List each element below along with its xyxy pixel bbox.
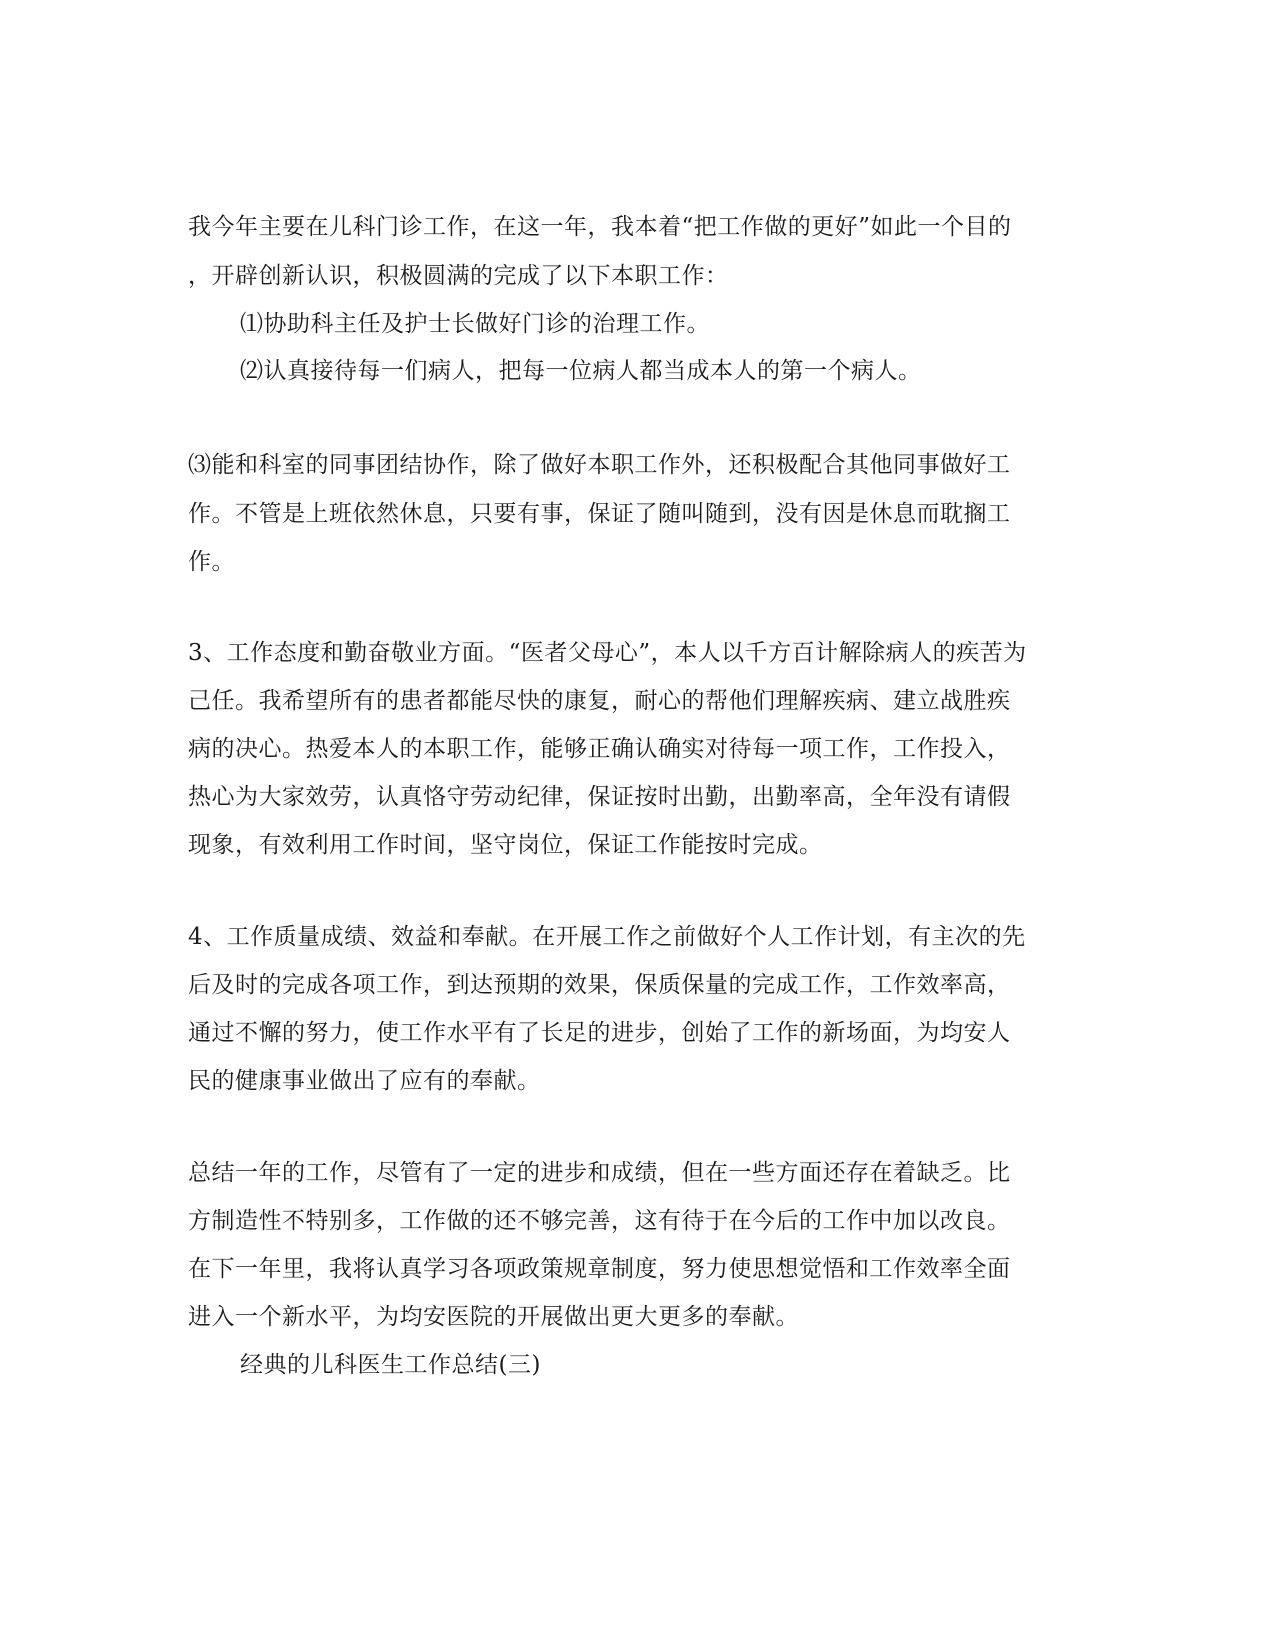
text-line: 作。不管是上班依然休息，只要有事，保证了随叫随到，没有因是休息而耽搁工 [188, 501, 1011, 527]
text-line: 现象，有效利用工作时间，坚守岗位，保证工作能按时完成。 [188, 832, 823, 858]
text-line: 进入一个新水平，为均安医院的开展做出更大更多的奉献。 [188, 1304, 799, 1330]
section-heading: 经典的儿科医生工作总结(三) [240, 1352, 541, 1378]
text-line: ⑶能和科室的同事团结协作，除了做好本职工作外，还积极配合其他同事做好工 [188, 452, 1011, 478]
text-line: 我今年主要在儿科门诊工作，在这一年，我本着“把工作做的更好”如此一个目的 [188, 214, 1012, 240]
text-line: 民的健康事业做出了应有的奉献。 [188, 1068, 541, 1094]
text-line: 4、工作质量成绩、效益和奉献。在开展工作之前做好个人工作计划，有主次的先 [188, 924, 1026, 950]
list-item: ⑵认真接待每一们病人，把每一位病人都当成本人的第一个病人。 [240, 358, 922, 384]
text-line: 热心为大家效劳，认真恪守劳动纪律，保证按时出勤，出勤率高，全年没有请假 [188, 784, 1011, 810]
text-line: 3、工作态度和勤奋敬业方面。“医者父母心”，本人以千方百计解除病人的疾苦为 [188, 640, 1027, 666]
text-line: 方制造性不特别多，工作做的还不够完善，这有待于在今后的工作中加以改良。 [188, 1208, 1011, 1234]
text-line: ，开辟创新认识，积极圆满的完成了以下本职工作： [188, 263, 729, 289]
text-line: 后及时的完成各项工作，到达预期的效果，保质保量的完成工作，工作效率高， [188, 972, 1011, 998]
text-line: 总结一年的工作，尽管有了一定的进步和成绩，但在一些方面还存在着缺乏。比 [188, 1160, 1011, 1186]
text-line: 在下一年里，我将认真学习各项政策规章制度，努力使思想觉悟和工作效率全面 [188, 1256, 1011, 1282]
text-line: 作。 [188, 549, 235, 575]
text-line: 通过不懈的努力，使工作水平有了长足的进步，创始了工作的新场面，为均安人 [188, 1020, 1011, 1046]
text-line: 病的决心。热爱本人的本职工作，能够正确认确实对待每一项工作，工作投入， [188, 736, 1011, 762]
text-line: 己任。我希望所有的患者都能尽快的康复，耐心的帮他们理解疾病、建立战胜疾 [188, 688, 1011, 714]
list-item: ⑴协助科主任及护士长做好门诊的治理工作。 [240, 311, 710, 337]
